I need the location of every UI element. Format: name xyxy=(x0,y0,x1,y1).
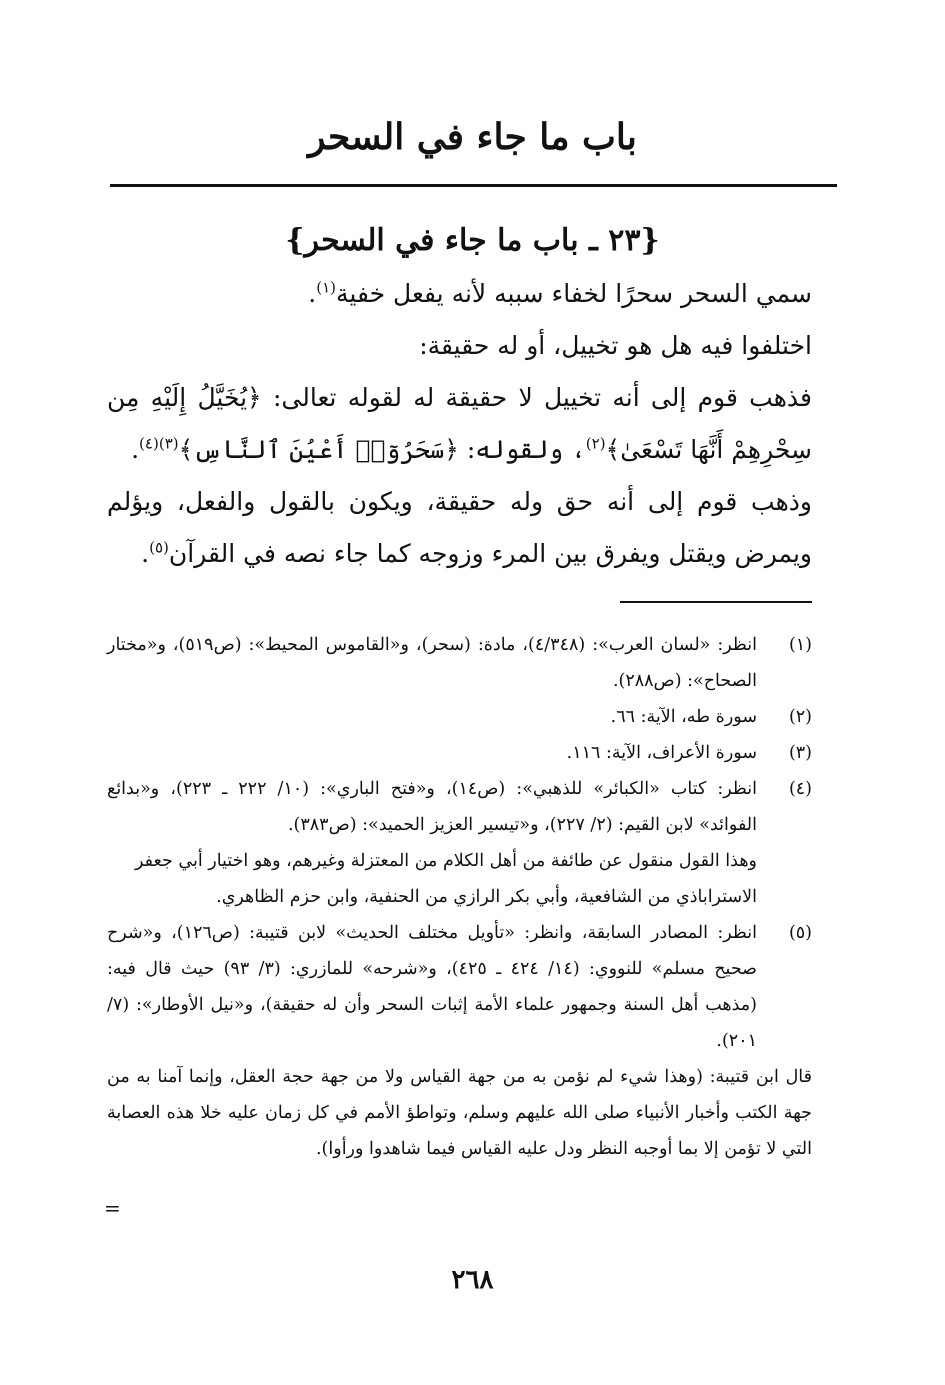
footnote-5-quote: قال ابن قتيبة: (وهذا شيء لم نؤمن به من جهة القياس ولا من جهة حجة العقل، وإنما آمنا به من جهة الكتب وأخبار الأنبياء صلى الله عليهم وسلم، وتواطؤ الأمم في كل زمان عليه خلا هذه العصابة التي لا تؤمن إلا بما أوجبه النظر ودل عليه القياس فيما شاهدوا ورأوا). xyxy=(107,1067,812,1159)
header-rule xyxy=(110,184,837,187)
footnote-text: انظر: كتاب «الكبائر» للذهبي»: (ص١٤)، و«فتح الباري»: (١٠/ ٢٢٢ ـ ٢٢٣)، و«بدائع الفوائد» لابن القيم: (٢/ ٢٢٧)، و«تيسير العزيز الحميد»: (ص٣٨٣). xyxy=(107,779,757,835)
paragraph-1 xyxy=(107,268,812,320)
footnote-ref-3-4: (٣)(٤) xyxy=(139,434,179,453)
footnotes xyxy=(107,627,812,1167)
footnote-number: (٣) xyxy=(788,743,812,763)
footnote-ref-2: (٢) xyxy=(585,434,606,453)
paragraph-3-end: . xyxy=(131,435,140,464)
footnote-4-continuation: وهذا القول منقول عن طائفة من أهل الكلام من المعتزلة وغيرهم، وهو اختيار أبي جعفر الاستراباذي من الشافعية، وأبي بكر الرازي من الحنفية، وابن حزم الظاهري. xyxy=(135,851,757,907)
footnote-5 xyxy=(107,915,812,1059)
footnote-ref-5: (٥) xyxy=(149,538,169,557)
footnote-number: (١) xyxy=(788,635,812,655)
footnote-number: (٥) xyxy=(788,923,812,943)
paragraph-3-text-a: فذهب قوم إلى أنه تخييل لا حقيقة له لقوله تعالى: xyxy=(272,383,812,412)
continuation-mark: = xyxy=(104,1196,121,1220)
paragraph-4-text: وذهب قوم إلى أنه حق وله حقيقة، ويكون بالقول والفعل، ويؤلم ويمرض ويقتل ويفرق بين المرء وزوجه كما جاء نصه في القرآن xyxy=(107,487,812,568)
footnote-4 xyxy=(107,771,812,843)
paragraph-1-text: سمي السحر سحرًا لخفاء سببه لأنه يفعل خفية xyxy=(336,279,812,308)
main-text xyxy=(107,268,812,580)
paragraph-2: اختلفوا فيه هل هو تخييل، أو له حقيقة: xyxy=(419,331,812,360)
footnote-text: سورة الأعراف، الآية: ١١٦. xyxy=(566,743,757,763)
footnote-number: (٢) xyxy=(788,707,812,727)
footnote-3 xyxy=(107,735,812,771)
footnote-text: انظر: المصادر السابقة، وانظر: «تأويل مختلف الحديث» لابن قتيبة: (ص١٢٦)، و«شرح صحيح مسلم» للنووي: (١٤/ ٤٢٤ ـ ٤٢٥)، و«شرحه» للمازري: (٣/ ٩٣) حيث قال فيه: (مذهب أهل السنة وجمهور علماء الأمة إثبات السحر وأن له حقيقة)، و«نيل الأوطار»: (٧/ ٢٠١). xyxy=(107,923,757,1051)
footnote-ref-1: (١) xyxy=(316,278,337,297)
quran-verse-1: ﴿يُخَيَّلُ إِلَيْهِ مِن سِحْرِهِمْ أَنَّهَا تَسْعَىٰ﴾ xyxy=(107,383,812,464)
paragraph-4-end: . xyxy=(141,539,150,568)
page-number: ٢٦٨ xyxy=(451,1265,494,1295)
footnote-number: (٤) xyxy=(788,779,812,799)
quran-verse-2: ﴿سَحَرُوٓا۟ أَعْيُنَ ٱلنَّاسِ﴾ xyxy=(178,435,459,464)
footnote-text: سورة طه، الآية: ٦٦. xyxy=(610,707,757,727)
running-head: باب ما جاء في السحر xyxy=(308,116,637,158)
footnote-separator xyxy=(620,601,812,603)
paragraph-1-end: . xyxy=(308,279,317,308)
footnote-1 xyxy=(107,627,812,699)
chapter-title: {٢٣ ـ باب ما جاء في السحر} xyxy=(285,223,660,258)
paragraph-4 xyxy=(107,476,812,580)
footnote-text: انظر: «لسان العرب»: (٤/٣٤٨)، مادة: (سحر)، و«القاموس المحيط»: (ص٥١٩)، و«مختار الصحاح»: (ص٢٨٨). xyxy=(107,635,758,691)
paragraph-3-text-b: ، ولقوله: xyxy=(466,435,586,464)
footnote-2 xyxy=(107,699,812,735)
paragraph-3 xyxy=(107,372,812,476)
